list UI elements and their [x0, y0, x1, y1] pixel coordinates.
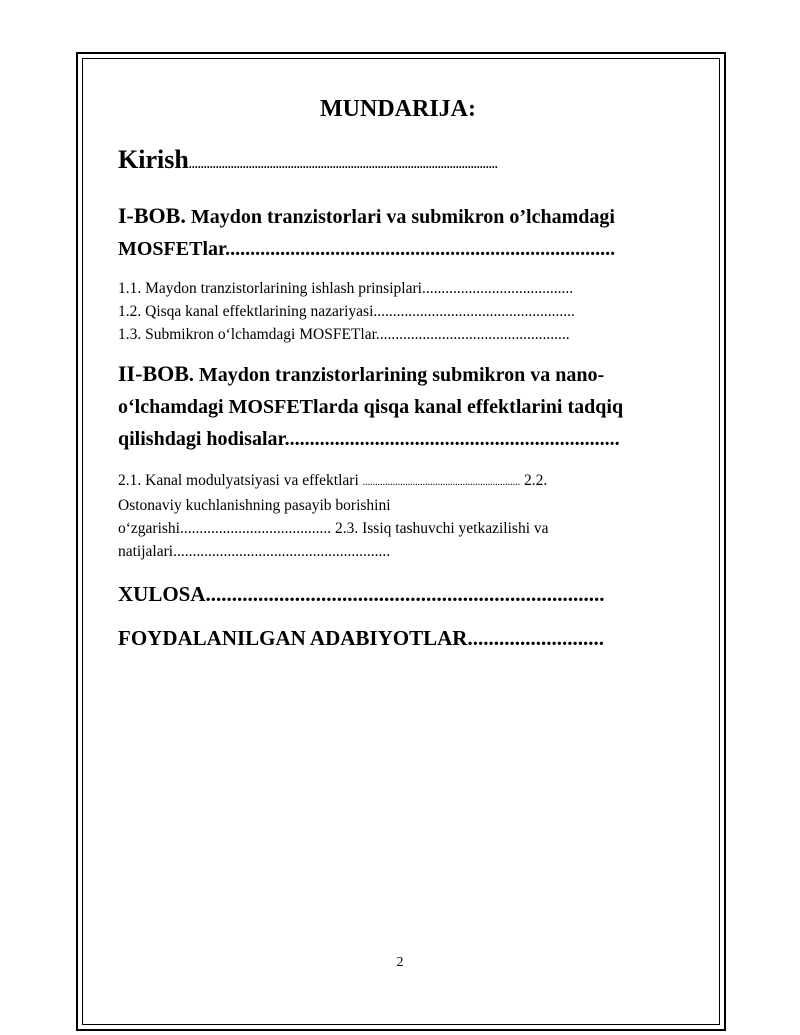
chapter-2-label: II-BOB	[118, 361, 189, 386]
toc-entry-1-1[interactable]	[118, 277, 678, 300]
toc-entry-adabiyotlar-label: FOYDALANILGAN ADABIYOTLAR	[118, 626, 468, 650]
toc-entry-xulosa-label: XULOSA	[118, 582, 206, 606]
toc-entry-2-2-number: 2.2.	[520, 472, 548, 489]
toc-entry-chapter-2[interactable]	[118, 358, 678, 455]
toc-entry-2-3-cont[interactable]	[118, 540, 678, 563]
toc-entry-1-2[interactable]	[118, 300, 678, 323]
chapter-2-dots: ...................................................................	[284, 428, 620, 450]
toc-entry-2-1-text: 2.1. Kanal modulyatsiyasi va effektlari	[118, 472, 363, 489]
toc-entry-2-3-text: 2.3. Issiq tashuvchi yetkazilishi va	[331, 520, 549, 537]
chapter-1-dots: ..............................................................................	[225, 238, 616, 260]
chapter-2-title-line3: qilishdagi hodisalar	[118, 428, 285, 450]
toc-entry-1-3-dots: ..................................................	[375, 326, 570, 343]
toc-entry-adabiyotlar[interactable]	[118, 623, 678, 653]
toc-entry-1-3[interactable]	[118, 323, 678, 346]
toc-entry-2-2-text-cont: o‘zgarishi	[118, 520, 180, 537]
toc-entry-1-3-text: 1.3. Submikron o‘lchamdagi MOSFETlar	[118, 326, 376, 343]
chapter-1-title-line1: Maydon tranzistorlari va submikron o’lchamdagi	[185, 206, 615, 228]
toc-entry-adabiyotlar-dots: ..........................	[467, 626, 604, 650]
toc-entry-kirish[interactable]	[118, 144, 678, 180]
toc-entry-2-2-text: Ostonaviy kuchlanishning pasayib borishini	[118, 497, 391, 514]
toc-entry-xulosa-dots: ............................................................................	[205, 582, 605, 606]
toc-entry-2-1-dots: ...............................................................	[362, 477, 521, 488]
toc-entry-2-3-text-cont: natijalari	[118, 543, 174, 560]
toc-entry-2-2-dots: .......................................	[179, 520, 332, 537]
page-number: 2	[396, 955, 404, 970]
toc-entry-1-2-text: 1.2. Qisqa kanal effektlarining nazariyasi	[118, 303, 374, 320]
chapter-2-subsections	[118, 469, 678, 563]
chapter-1-label: I-BOB.	[118, 203, 186, 228]
toc-entry-1-2-dots: ....................................................	[373, 303, 575, 320]
toc-entry-kirish-label: Kirish	[118, 145, 189, 174]
toc-entry-2-2[interactable]	[118, 494, 678, 517]
chapter-2-title-line2: o‘lchamdagi MOSFETlarda qisqa kanal effektlarini tadqiq	[118, 396, 624, 418]
toc-entry-xulosa[interactable]	[118, 579, 678, 609]
toc-entry-1-1-text: 1.1. Maydon tranzistorlarining ishlash prinsiplari	[118, 280, 422, 297]
toc-entry-2-3-dots: ........................................................	[173, 543, 391, 560]
toc-entry-2-2-cont[interactable]	[118, 517, 678, 540]
toc-entry-kirish-dots: .......................................................................................................	[188, 157, 498, 171]
toc-entry-chapter-1[interactable]	[118, 200, 678, 265]
toc-entry-2-1[interactable]	[118, 469, 678, 494]
toc-title: MUNDARIJA:	[320, 96, 476, 122]
toc-entry-1-1-dots: .......................................	[421, 280, 574, 297]
chapter-1-title-line2: MOSFETlar	[118, 238, 226, 260]
table-of-contents	[118, 92, 678, 653]
chapter-1-subsections	[118, 277, 678, 346]
chapter-2-title-line1: . Maydon tranzistorlarining submikron va nano-	[188, 364, 605, 386]
